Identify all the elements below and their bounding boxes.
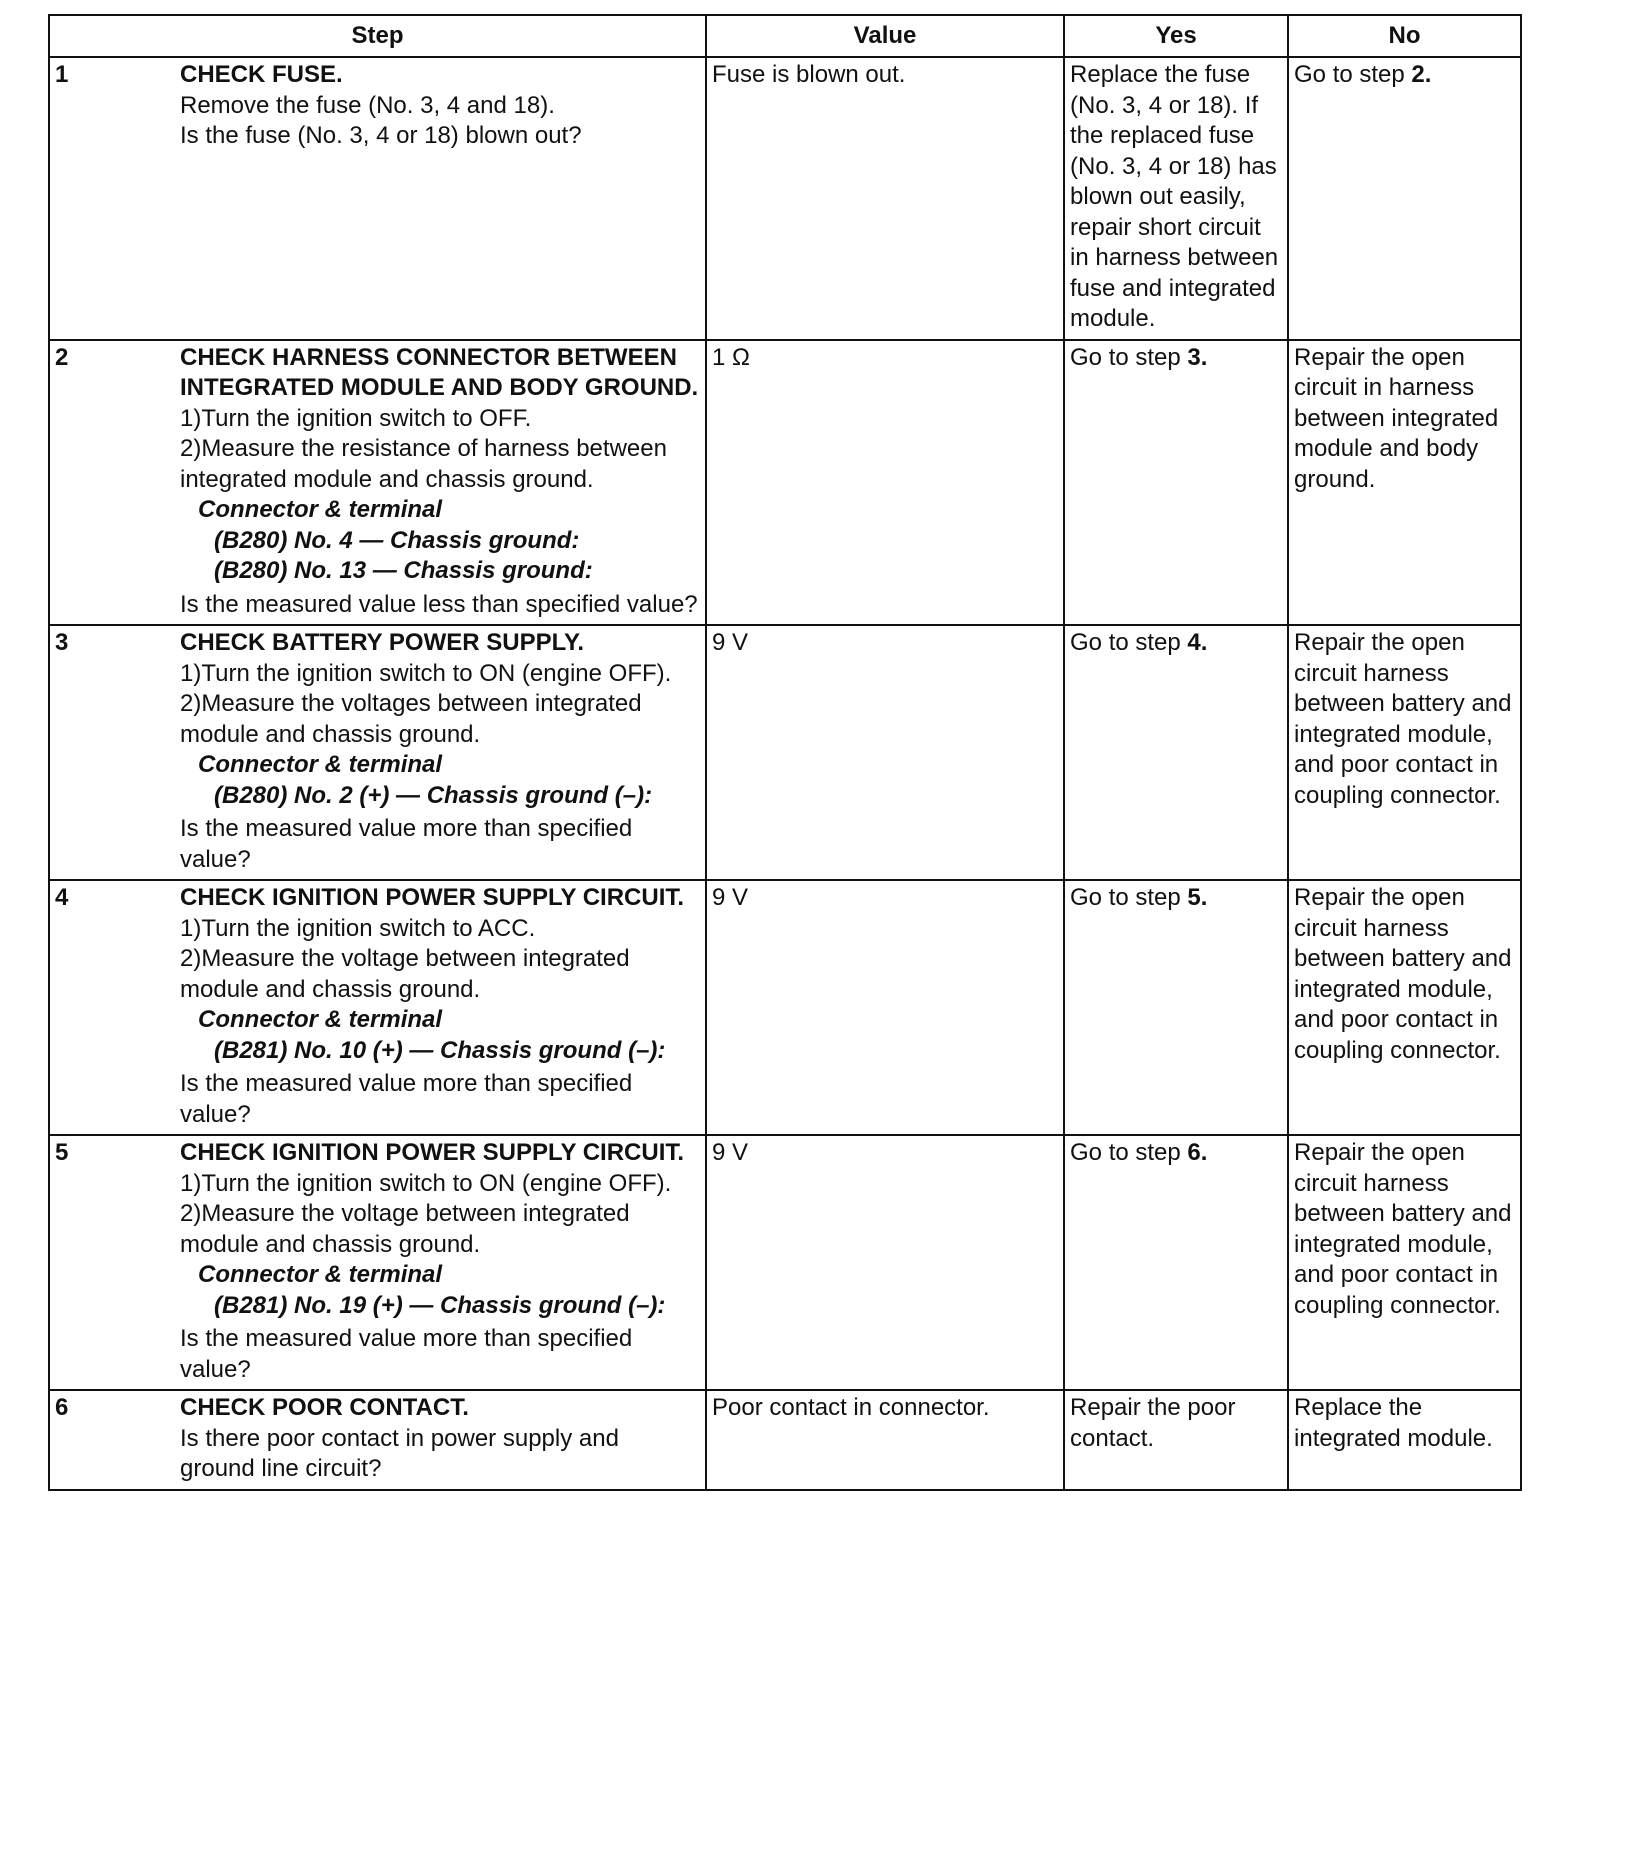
step-yes-action <box>1064 57 1288 340</box>
step-no-action <box>1288 57 1521 340</box>
step-value: 9 V <box>706 1135 1064 1390</box>
no-text: Repair the open circuit in harness between integrated module and body ground. <box>1294 343 1499 493</box>
step-yes-action <box>1064 880 1288 1135</box>
step-number: 6 <box>49 1390 175 1490</box>
step-yes-action <box>1064 625 1288 880</box>
step-description <box>175 1135 706 1390</box>
step-value: 9 V <box>706 625 1064 880</box>
step-number: 2 <box>49 340 175 626</box>
yes-goto-step: 3. <box>1187 343 1208 371</box>
no-text: Repair the open circuit harness between battery and integrated module, and poor contact in coupling connector. <box>1294 884 1512 1064</box>
step-description <box>175 1390 706 1490</box>
step-yes-action <box>1064 1390 1288 1490</box>
step-no-action <box>1288 1135 1521 1390</box>
header-yes: Yes <box>1064 15 1288 57</box>
yes-goto-step: 4. <box>1187 629 1208 656</box>
connector-terminal: (B281) No. 10 (+) — Chassis ground (–): <box>214 1036 666 1064</box>
table-row <box>49 1135 1521 1390</box>
diagnostic-table <box>48 14 1522 1491</box>
step-title: CHECK BATTERY POWER SUPPLY. <box>180 629 585 656</box>
connector-heading: Connector & terminal <box>198 1261 443 1288</box>
step-instruction: 2)Measure the voltage between integrated module and chassis ground. <box>180 1200 630 1258</box>
step-instruction: 1)Turn the ignition switch to OFF. <box>180 404 532 432</box>
table-row <box>49 340 1521 626</box>
step-title: CHECK HARNESS CONNECTOR BETWEEN INTEGRATED MODULE AND BODY GROUND. <box>180 343 699 401</box>
step-instruction: 1)Turn the ignition switch to ON (engine OFF). <box>180 659 672 687</box>
step-description <box>175 625 706 880</box>
step-question: Is the measured value less than specified value? <box>180 590 698 618</box>
step-instruction: 1)Turn the ignition switch to ON (engine OFF). <box>180 1169 672 1197</box>
yes-text: Go to step <box>1070 1139 1188 1166</box>
step-instruction: 2)Measure the resistance of harness between integrated module and chassis ground. <box>180 435 667 493</box>
step-instruction: 1)Turn the ignition switch to ACC. <box>180 914 536 942</box>
header-no: No <box>1288 15 1521 57</box>
no-text: Repair the open circuit harness between battery and integrated module, and poor contact in coupling connector. <box>1294 1139 1512 1319</box>
step-question: Is the measured value more than specified value? <box>180 815 633 873</box>
step-title: CHECK IGNITION POWER SUPPLY CIRCUIT. <box>180 884 685 911</box>
step-question: Is there poor contact in power supply and ground line circuit? <box>180 1424 619 1482</box>
yes-text: Replace the fuse (No. 3, 4 or 18). If the replaced fuse (No. 3, 4 or 18) has blown out easily, repair short circuit in harness between fuse and integrated module. <box>1070 61 1279 332</box>
step-value: Poor contact in connector. <box>706 1390 1064 1490</box>
step-number: 1 <box>49 57 175 340</box>
step-number: 5 <box>49 1135 175 1390</box>
table-row <box>49 625 1521 880</box>
step-instruction: Remove the fuse (No. 3, 4 and 18). <box>180 91 555 119</box>
table-body <box>49 57 1521 1490</box>
step-yes-action <box>1064 1135 1288 1390</box>
step-value: 9 V <box>706 880 1064 1135</box>
step-description <box>175 880 706 1135</box>
step-description <box>175 340 706 626</box>
step-title: CHECK POOR CONTACT. <box>180 1394 469 1421</box>
step-title: CHECK IGNITION POWER SUPPLY CIRCUIT. <box>180 1139 685 1166</box>
table-header-row <box>49 15 1521 57</box>
yes-goto-step: 5. <box>1187 884 1208 911</box>
yes-text: Go to step <box>1070 884 1188 911</box>
connector-terminal: (B280) No. 2 (+) — Chassis ground (–): <box>214 781 653 809</box>
step-instruction: 2)Measure the voltages between integrated module and chassis ground. <box>180 690 642 748</box>
connector-heading: Connector & terminal <box>198 496 443 523</box>
step-number: 3 <box>49 625 175 880</box>
step-question: Is the fuse (No. 3, 4 or 18) blown out? <box>180 122 582 149</box>
step-title: CHECK FUSE. <box>180 61 343 88</box>
no-goto-step: 2. <box>1411 61 1432 88</box>
step-number: 4 <box>49 880 175 1135</box>
table-row <box>49 880 1521 1135</box>
step-instruction: 2)Measure the voltage between integrated module and chassis ground. <box>180 945 630 1003</box>
yes-text: Go to step <box>1070 629 1188 656</box>
connector-heading: Connector & terminal <box>198 1006 443 1033</box>
step-question: Is the measured value more than specified value? <box>180 1070 633 1128</box>
step-no-action <box>1288 880 1521 1135</box>
table-row <box>49 1390 1521 1490</box>
connector-terminal: (B280) No. 13 — Chassis ground: <box>214 557 593 584</box>
no-text: Go to step <box>1294 61 1412 88</box>
step-no-action <box>1288 340 1521 626</box>
yes-text: Repair the poor contact. <box>1070 1394 1236 1452</box>
step-yes-action <box>1064 340 1288 626</box>
no-text: Repair the open circuit harness between battery and integrated module, and poor contact in coupling connector. <box>1294 629 1512 809</box>
connector-terminal: (B281) No. 19 (+) — Chassis ground (–): <box>214 1291 666 1319</box>
yes-text: Go to step <box>1070 343 1188 371</box>
step-no-action <box>1288 625 1521 880</box>
table-row <box>49 57 1521 340</box>
yes-goto-step: 6. <box>1187 1139 1208 1166</box>
header-value: Value <box>706 15 1064 57</box>
step-question: Is the measured value more than specified value? <box>180 1325 633 1383</box>
step-description <box>175 57 706 340</box>
no-text: Replace the integrated module. <box>1294 1394 1493 1452</box>
step-no-action <box>1288 1390 1521 1490</box>
step-value: Fuse is blown out. <box>706 57 1064 340</box>
connector-heading: Connector & terminal <box>198 751 443 778</box>
step-value: 1 Ω <box>706 340 1064 626</box>
connector-terminal: (B280) No. 4 — Chassis ground: <box>214 526 580 554</box>
header-step: Step <box>49 15 706 57</box>
